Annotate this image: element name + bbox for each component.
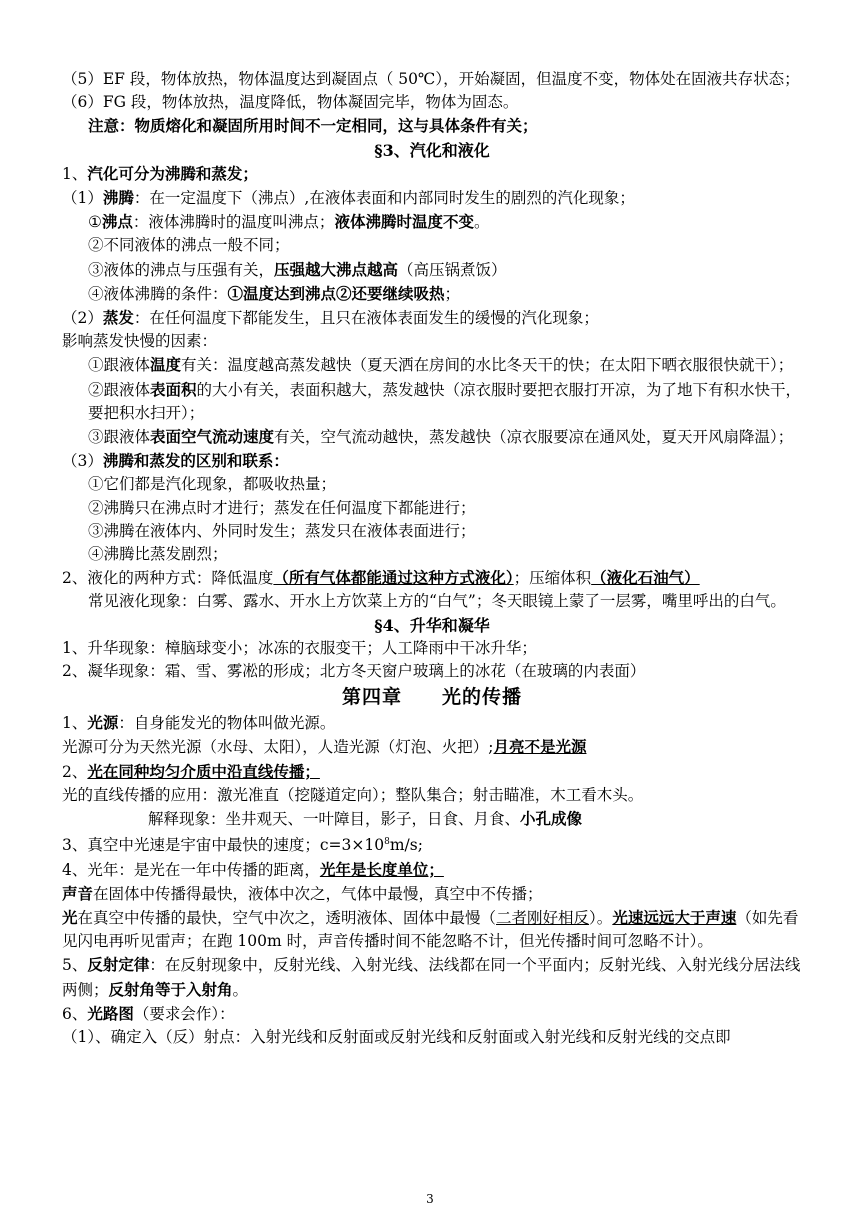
text-segment: 小孔成像 [520,809,583,829]
text-segment: 。 [473,213,490,232]
text-segment: §4、升华和凝华 [374,615,490,635]
text-segment: ②不同液体的沸点一般不同； [88,236,290,255]
text-segment: （高压锅煮饭） [398,260,507,279]
text-segment: 5、 [62,956,88,975]
text-segment: 在真空中传播的最快，空气中次之，透明液体、固体中最慢（ [77,909,497,928]
text-segment: 影响蒸发快慢的因素： [62,332,218,351]
text-segment: ：在一定温度下（沸点）,在液体表面和内部同时发生的剧烈的汽化现象； [133,189,635,208]
text-line [62,953,802,1001]
text-segment: ④沸腾比蒸发剧烈； [88,545,228,564]
text-segment: 解释现象：坐井观天、一叶障目，影子，日食、月食、 [148,810,521,829]
text-segment: 光速远远大于声速 [612,908,737,928]
text-segment: 有关，空气流动越快，蒸发越快（凉衣服要凉在通风处，夏天开风扇降温）； [274,428,794,447]
text-segment: ③液体的沸点与压强有关， [88,260,275,279]
text-segment: 有关：温度越高蒸发越快（夏天洒在房间的水比冬天干的快；在太阳下晒衣服很快就干）； [181,356,794,375]
text-segment: 1、 [62,164,88,183]
text-segment: ：在反射现象中，反射光线、入射光线、法线都在同一个平面内；反射光线、入射光线分居法线两侧； [62,956,801,999]
text-line [62,831,802,857]
text-segment: ：液体沸腾时的温度叫沸点； [132,213,335,232]
text-line [62,882,802,906]
text-segment: ； [444,284,461,303]
text-segment: 沸腾和蒸发的区别和联系： [102,451,289,471]
text-segment: 二者刚好相反 [496,909,590,928]
text-line [62,1026,802,1049]
document-page [62,68,802,1049]
text-segment: （1）、确定入（反）射点：入射光线和反射面或反射光线和反射面或入射光线和反射光线的交点即 [62,1028,731,1047]
text-line [62,306,802,330]
text-line [62,353,802,377]
text-line [62,614,802,637]
text-segment: 2、 [62,762,88,781]
text-segment: ：自身能发光的物体叫做光源。 [118,714,336,733]
text-segment: ①跟液体 [88,356,151,375]
text-segment: 月亮不是光源 [493,737,587,757]
text-segment: 沸腾 [102,188,134,208]
text-line [62,543,802,566]
text-line [62,162,802,186]
text-segment: 光 [62,908,78,928]
text-segment: 3、真空中光速是宇宙中最快的速度；c=3×10 [62,836,385,855]
text-segment: ：在任何温度下都能发生，且只在液体表面发生的缓慢的汽化现象； [133,309,599,328]
text-segment: 光的直线传播的应用：激光准直（挖隧道定向）；整队集合；射击瞄准，木工看木头。 [62,785,644,804]
text-line [62,906,802,953]
text-line [62,497,802,520]
text-segment: （如先看见闪电再听见雷声；在跑 100m 时，声音传播时间不能忽略不计，但光传播时间可忽略不计）。 [62,909,799,951]
text-segment: 2、凝华现象：霜、雪、雾凇的形成；北方冬天窗户玻璃上的冰花（在玻璃的内表面） [62,662,646,681]
text-line [62,858,802,882]
text-segment: ①它们都是汽化现象，都吸收热量； [88,475,337,494]
text-line [62,711,802,735]
text-line [62,330,802,353]
text-line [62,425,802,449]
text-line [62,114,802,138]
text-line [62,637,802,660]
text-segment: 常见液化现象：白雾、露水、开水上方饮菜上方的“白气”；冬天眼镜上蒙了一层雾，嘴里呼出的白气。 [88,592,786,611]
text-line [62,378,802,425]
text-segment: 光源可分为天然光源（水母、太阳），人造光源（灯泡、火把）; [62,738,494,757]
text-segment: 在固体中传播得最快，液体中次之，气体中最慢，真空中不传播； [93,884,543,903]
text-segment: ②跟液体 [88,380,151,399]
text-line [62,1002,802,1026]
text-segment: （所有气体都能通过这种方式液化） [273,568,514,588]
text-segment: 的大小有关，表面积越大，蒸发越快（凉衣服时要把衣服打开凉，为了地下有积水快干，要把积水扫开）； [88,380,802,422]
text-segment: 2、液化的两种方式：降低温度 [62,569,274,588]
text-line [62,449,802,473]
text-segment: 液体沸腾时温度不变 [334,212,474,232]
text-line [62,683,802,711]
text-line [62,735,802,759]
text-segment: 压强越大沸点越高 [274,259,399,279]
text-line [62,210,802,234]
text-segment: ①温度达到沸点②还要继续吸热 [227,283,445,303]
text-segment: ③沸腾在液体内、外同时发生；蒸发只在液体表面进行； [88,521,476,540]
text-segment: 4、光年：是光在一年中传播的距离， [62,860,320,879]
text-segment: 反射定律 [87,955,150,975]
text-line [62,784,802,807]
text-line [62,186,802,210]
text-segment: （2） [62,309,103,328]
text-segment: 6、 [62,1004,88,1023]
text-segment: 声音 [62,883,94,903]
text-line [62,590,802,613]
text-line [62,760,802,784]
text-segment: 光在同种均匀介质中沿直线传播； [87,761,320,781]
text-segment: （要求会作）： [133,1004,235,1023]
text-segment: 。 [232,980,249,999]
text-segment: 蒸发 [102,308,134,328]
text-segment: §3、汽化和液化 [374,140,490,160]
text-segment: ②沸腾只在沸点时才进行；蒸发在任何温度下都能进行； [88,498,476,517]
text-segment: ）。 [589,909,613,928]
text-segment: m/s; [389,836,423,855]
text-segment: ① [88,213,102,232]
text-line [62,566,802,590]
text-segment: 表面积 [150,379,197,399]
text-line [62,282,802,306]
text-segment: 表面空气流动速度 [150,427,275,447]
text-segment: （1） [62,189,103,208]
text-line [62,234,802,257]
text-segment: ③跟液体 [88,428,151,447]
text-line [62,68,802,91]
text-segment: （5）EF 段，物体放热，物体温度达到凝固点（ 50℃），开始凝固，但温度不变，物体处在固液共存状态； [62,70,800,88]
text-segment: 光路图 [87,1003,134,1023]
text-segment: （6）FG 段，物体放热，温度降低，物体凝固完毕，物体为固态。 [62,93,519,112]
text-segment: 第四章 光的传播 [341,686,522,709]
text-segment: 温度 [150,355,182,375]
text-line [62,660,802,683]
text-line [62,807,802,831]
text-line [62,520,802,543]
text-line [62,258,802,282]
page-number: 3 [426,1192,434,1206]
text-segment: （液化石油气） [591,568,700,588]
text-segment: 汽化可分为沸腾和蒸发； [87,163,258,183]
text-segment: 注意：物质熔化和凝固所用时间不一定相同，这与具体条件有关； [88,116,538,136]
text-segment: 反射角等于入射角 [108,979,233,999]
text-segment: （3） [62,452,103,471]
text-segment: ④液体沸腾的条件： [88,284,228,303]
text-segment: 光年是长度单位； [319,859,444,879]
text-segment: 1、 [62,714,88,733]
text-segment: 8 [384,837,390,848]
text-line [62,91,802,114]
text-line [62,473,802,496]
text-segment: 光源 [87,713,119,733]
text-segment: 1、升华现象：樟脑球变小；冰冻的衣服变干；人工降雨中干冰升华； [62,638,537,657]
text-segment: ；压缩体积 [513,569,592,588]
text-line [62,139,802,162]
text-segment: 沸点 [101,212,133,232]
